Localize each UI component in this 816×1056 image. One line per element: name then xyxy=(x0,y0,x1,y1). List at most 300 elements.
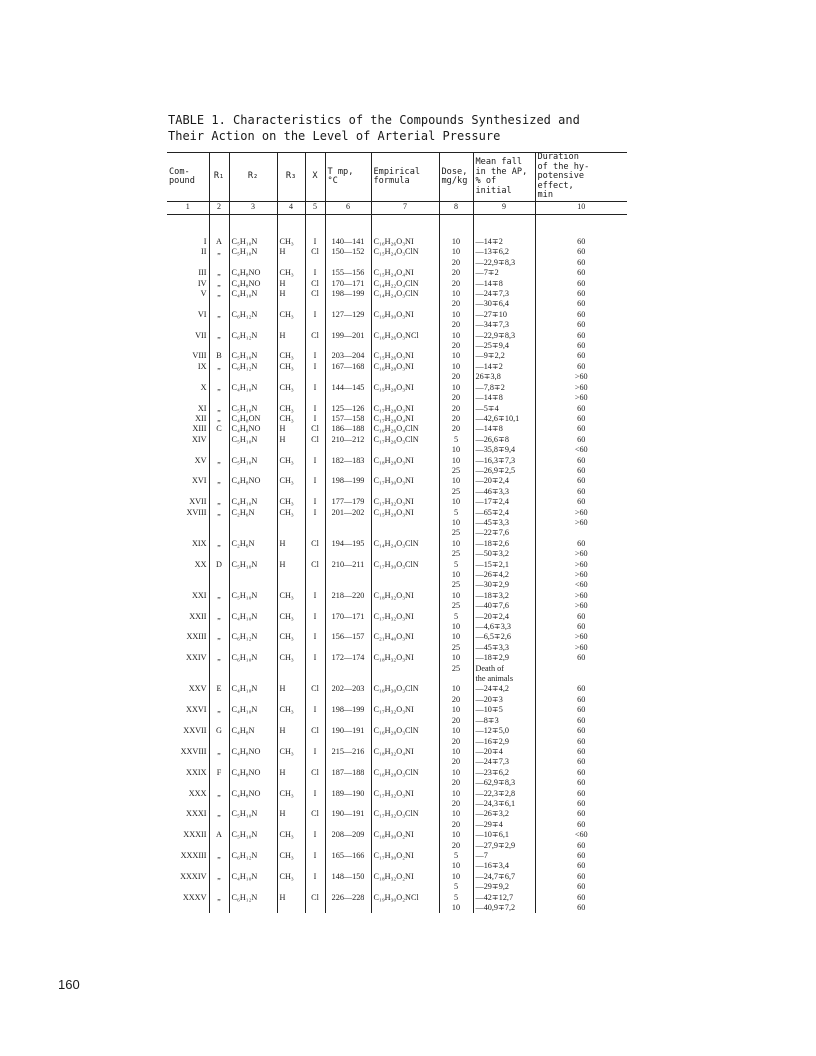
cell-r1: „ xyxy=(209,789,229,810)
cell-dose xyxy=(439,404,473,414)
cell-dose-line: 10 xyxy=(451,653,461,663)
cell-dose-line: 10 xyxy=(451,538,461,548)
cell-r3: H xyxy=(277,726,305,747)
cell-duration-line: >60 xyxy=(574,382,588,392)
caption-line-1: TABLE 1. Characteristics of the Compounds Synthesized and xyxy=(168,113,580,127)
cell-mean-fall-line: —17∓2,4 xyxy=(475,497,509,507)
cell-dose-line: 20 xyxy=(451,393,461,403)
column-number: 6 xyxy=(325,202,371,215)
cell-dose xyxy=(439,508,473,539)
cell-duration xyxy=(535,747,627,768)
cell-formula: C₁₆H₃₀O₃ClN xyxy=(371,684,439,705)
cell-r2: C₄H₁₀N xyxy=(229,383,277,404)
cell-formula: C₁₆H₂₆O₃NCl xyxy=(371,331,439,352)
table-row xyxy=(167,591,627,612)
cell-r2: C₆H₁₂N xyxy=(229,893,277,914)
cell-r3: H xyxy=(277,279,305,289)
cell-mean-fall-line: —22∓7,6 xyxy=(475,528,509,538)
header-duration: Duration of the hy- potensive effect, min xyxy=(535,153,627,202)
cell-dose-line: 5 xyxy=(453,507,459,517)
cell-mean-fall-line: —14∓2 xyxy=(475,361,503,371)
cell-dose-line: 5 xyxy=(453,611,459,621)
cell-dose-line: 20 xyxy=(451,778,461,788)
cell-x: I xyxy=(305,404,325,414)
cell-dose xyxy=(439,268,473,278)
header-compound: Com- pound xyxy=(167,153,209,202)
cell-x: I xyxy=(305,383,325,404)
cell-mean-fall-line: —26∓4,2 xyxy=(475,570,509,579)
cell-x: Cl xyxy=(305,768,325,789)
cell-r2: C₅H₁₀N xyxy=(229,591,277,612)
table-row xyxy=(167,684,627,705)
cell-r1: A xyxy=(209,237,229,247)
cell-r3: CH₃ xyxy=(277,789,305,810)
cell-dose xyxy=(439,383,473,404)
cell-formula: C₁₄H₂₂O₄ClN xyxy=(371,279,439,289)
cell-x: I xyxy=(305,612,325,633)
cell-compound: XXVIII xyxy=(180,746,207,756)
cell-dose xyxy=(439,893,473,914)
table-row xyxy=(167,768,627,789)
cell-duration xyxy=(535,424,627,434)
header-r3: R₃ xyxy=(277,153,305,202)
header-r2: R₂ xyxy=(229,153,277,202)
cell-x: I xyxy=(305,872,325,893)
cell-r1: „ xyxy=(209,331,229,352)
cell-duration-line: 60 xyxy=(577,351,586,361)
cell-mean-fall-line: —20∓3 xyxy=(475,694,503,704)
cell-duration xyxy=(535,726,627,747)
cell-compound: IV xyxy=(197,278,207,288)
cell-duration xyxy=(535,268,627,278)
cell-dose-line: 10 xyxy=(451,809,461,819)
cell-r2: C₆H₁₂N xyxy=(229,310,277,331)
cell-r1: „ xyxy=(209,591,229,612)
cell-dose-line: 10 xyxy=(451,632,461,642)
cell-r2: C₂H₆N xyxy=(229,539,277,560)
cell-x: Cl xyxy=(305,560,325,591)
cell-tmp: 144—145 xyxy=(325,383,371,404)
cell-dose xyxy=(439,331,473,352)
cell-mean-fall xyxy=(473,539,535,560)
cell-mean-fall xyxy=(473,893,535,914)
cell-duration xyxy=(535,404,627,414)
cell-mean-fall xyxy=(473,726,535,747)
cell-mean-fall-line: —7∓2 xyxy=(475,268,499,278)
cell-r2: C₅H₁₀N xyxy=(229,404,277,414)
cell-formula: C₁₇H₂₈O₄NI xyxy=(371,414,439,424)
cell-mean-fall-line: —62,9∓8,3 xyxy=(475,778,516,788)
cell-dose-line: 5 xyxy=(453,850,459,860)
cell-r2: C₄H₈N xyxy=(229,726,277,747)
cell-r1: E xyxy=(209,684,229,705)
cell-r1: G xyxy=(209,726,229,747)
page-number: 160 xyxy=(58,977,80,992)
cell-duration-line: 60 xyxy=(577,237,586,246)
column-number-row xyxy=(167,202,627,215)
cell-dose-line: 20 xyxy=(451,413,461,423)
cell-tmp: 165—166 xyxy=(325,851,371,872)
cell-tmp: 218—220 xyxy=(325,591,371,612)
cell-mean-fall xyxy=(473,310,535,331)
cell-duration-line: 60 xyxy=(577,278,586,288)
cell-r1: „ xyxy=(209,289,229,310)
cell-formula: C₁₆H₂₈O₃ClN xyxy=(371,768,439,789)
cell-tmp: 198—199 xyxy=(325,289,371,310)
cell-mean-fall-line: —16,3∓7,3 xyxy=(475,455,516,465)
cell-r1 xyxy=(209,435,229,456)
cell-dose-line: 10 xyxy=(451,237,461,246)
cell-duration xyxy=(535,414,627,424)
cell-mean-fall-line: —16∓3,4 xyxy=(475,861,509,871)
cell-mean-fall-line: —14∓8 xyxy=(475,393,503,403)
cell-r3: CH₃ xyxy=(277,508,305,539)
cell-duration xyxy=(535,351,627,361)
cell-tmp: 167—168 xyxy=(325,362,371,383)
cell-tmp: 199—201 xyxy=(325,331,371,352)
cell-mean-fall xyxy=(473,653,535,684)
cell-r1: „ xyxy=(209,279,229,289)
cell-dose-line: 25 xyxy=(451,580,461,590)
cell-r3: CH₃ xyxy=(277,632,305,653)
cell-r2: C₅H₁₀N xyxy=(229,456,277,477)
cell-dose-line: 20 xyxy=(451,715,461,725)
column-number: 7 xyxy=(371,202,439,215)
cell-mean-fall-line: —27,9∓2,9 xyxy=(475,840,516,850)
cell-dose-line: 10 xyxy=(451,517,461,527)
cell-tmp: 210—212 xyxy=(325,435,371,456)
cell-dose xyxy=(439,684,473,705)
cell-duration-line: 60 xyxy=(577,257,586,267)
cell-x: I xyxy=(305,414,325,424)
table-row xyxy=(167,747,627,768)
cell-duration-line: 60 xyxy=(577,465,586,475)
cell-tmp: 186—188 xyxy=(325,424,371,434)
cell-mean-fall xyxy=(473,476,535,497)
cell-duration-line: 60 xyxy=(577,819,586,829)
cell-x: Cl xyxy=(305,331,325,352)
cell-mean-fall xyxy=(473,279,535,289)
cell-duration-line: >60 xyxy=(574,393,588,403)
cell-r3: CH₃ xyxy=(277,612,305,633)
cell-mean-fall-line: the animals xyxy=(475,674,514,684)
cell-formula: C₁₅H₂₄O₃ClN xyxy=(371,247,439,268)
table-caption xyxy=(168,112,628,144)
cell-mean-fall-line: —23∓6,2 xyxy=(475,767,509,777)
cell-duration-line: 60 xyxy=(577,715,586,725)
cell-duration xyxy=(535,508,627,539)
cell-dose-line: 10 xyxy=(451,455,461,465)
cell-formula: C₁₇H₃₂O₃NI xyxy=(371,705,439,726)
table-row xyxy=(167,539,627,560)
cell-r3: CH₃ xyxy=(277,351,305,361)
cell-dose-line: 10 xyxy=(451,767,461,777)
cell-dose xyxy=(439,768,473,789)
cell-x: I xyxy=(305,830,325,851)
cell-dose xyxy=(439,310,473,331)
cell-r1: F xyxy=(209,768,229,789)
cell-r1: „ xyxy=(209,747,229,768)
cell-x: Cl xyxy=(305,289,325,310)
cell-duration-line: 60 xyxy=(577,726,586,736)
cell-duration-line: >60 xyxy=(574,642,588,652)
cell-tmp: 177—179 xyxy=(325,497,371,507)
cell-duration xyxy=(535,591,627,612)
cell-dose-line: 10 xyxy=(451,382,461,392)
cell-x: I xyxy=(305,705,325,726)
cell-r2: C₄H₁₀N xyxy=(229,872,277,893)
cell-duration-line: <60 xyxy=(574,580,588,590)
cell-r2: C₅H₁₀N xyxy=(229,247,277,268)
cell-formula: C₁₇H₃₂O₃NI xyxy=(371,789,439,810)
cell-formula: C₂₁H₄₀O₃NI xyxy=(371,632,439,653)
table-row xyxy=(167,456,627,477)
cell-formula: C₁₇H₃₀O₃ClN xyxy=(371,560,439,591)
cell-duration-line: 60 xyxy=(577,684,586,694)
cell-mean-fall-line: —45∓3,3 xyxy=(475,642,509,652)
table-row xyxy=(167,289,627,310)
cell-r1: „ xyxy=(209,404,229,414)
cell-tmp: 127—129 xyxy=(325,310,371,331)
table-row xyxy=(167,508,627,539)
cell-mean-fall xyxy=(473,830,535,851)
cell-duration xyxy=(535,612,627,633)
cell-compound: XI xyxy=(197,403,207,413)
column-number: 10 xyxy=(535,202,627,215)
cell-dose xyxy=(439,705,473,726)
cell-r1: „ xyxy=(209,705,229,726)
cell-mean-fall xyxy=(473,497,535,507)
cell-formula: C₁₇H₃₀O₂NI xyxy=(371,851,439,872)
cell-duration-line: 60 xyxy=(577,892,586,902)
cell-r1: „ xyxy=(209,268,229,278)
cell-mean-fall xyxy=(473,768,535,789)
table-row xyxy=(167,424,627,434)
cell-formula: C₁₈H₃₂O₄NI xyxy=(371,747,439,768)
cell-dose-line: 20 xyxy=(451,299,461,309)
cell-formula: C₁₈H₃₀O₂NI xyxy=(371,830,439,851)
cell-formula: C₁₅H₂₄O₄NI xyxy=(371,268,439,278)
cell-x: I xyxy=(305,351,325,361)
cell-compound: V xyxy=(200,289,207,299)
cell-mean-fall-line: —16∓2,9 xyxy=(475,736,509,746)
cell-r2: C₅H₁₀N xyxy=(229,560,277,591)
cell-tmp: 208—209 xyxy=(325,830,371,851)
cell-dose xyxy=(439,362,473,383)
cell-formula: C₁₇H₃₂O₃NI xyxy=(371,497,439,507)
cell-dose xyxy=(439,851,473,872)
cell-r2: C₄H₁₀N xyxy=(229,705,277,726)
cell-duration xyxy=(535,560,627,591)
cell-r1: „ xyxy=(209,362,229,383)
cell-mean-fall xyxy=(473,383,535,404)
cell-r1: „ xyxy=(209,476,229,497)
cell-compound: XVI xyxy=(191,476,207,486)
cell-r2: C₆H₁₂N xyxy=(229,331,277,352)
cell-tmp: 172—174 xyxy=(325,653,371,684)
cell-mean-fall-line: —7 xyxy=(475,850,488,860)
cell-r3: H xyxy=(277,560,305,591)
cell-duration-line: >60 xyxy=(574,549,588,559)
table-row xyxy=(167,789,627,810)
header-mean-fall: Mean fall in the AP, % of initial xyxy=(473,153,535,202)
cell-dose-line: 20 xyxy=(451,694,461,704)
cell-mean-fall-line: —15∓2,1 xyxy=(475,559,509,569)
cell-r1: „ xyxy=(209,414,229,424)
cell-r1: D xyxy=(209,560,229,591)
cell-tmp: 157—158 xyxy=(325,414,371,424)
cell-mean-fall-line: —25∓9,4 xyxy=(475,341,509,351)
cell-r2: C₄H₁₀N xyxy=(229,684,277,705)
cell-mean-fall-line: —13∓6,2 xyxy=(475,247,509,257)
cell-x: I xyxy=(305,237,325,247)
cell-duration-line: 60 xyxy=(577,361,586,371)
cell-r1: „ xyxy=(209,851,229,872)
cell-compound: X xyxy=(200,382,207,392)
cell-mean-fall xyxy=(473,435,535,456)
cell-mean-fall-line: —18∓2,6 xyxy=(475,538,509,548)
cell-formula: C₁₆H₂₆O₃NI xyxy=(371,237,439,247)
cell-duration-line: 60 xyxy=(577,788,586,798)
cell-compound: XIII xyxy=(192,424,207,434)
cell-dose xyxy=(439,789,473,810)
cell-mean-fall-line: —5∓4 xyxy=(475,403,499,413)
table-row xyxy=(167,237,627,247)
cell-dose-line: 20 xyxy=(451,320,461,330)
cell-mean-fall-line: —42,6∓10,1 xyxy=(475,413,520,423)
cell-mean-fall xyxy=(473,268,535,278)
cell-duration-line: 60 xyxy=(577,330,586,340)
cell-mean-fall xyxy=(473,414,535,424)
cell-mean-fall xyxy=(473,560,535,591)
table-row xyxy=(167,476,627,497)
cell-compound: VII xyxy=(195,330,207,340)
cell-dose xyxy=(439,726,473,747)
column-number: 2 xyxy=(209,202,229,215)
cell-compound: XXV xyxy=(188,684,207,694)
header-x: X xyxy=(305,153,325,202)
cell-mean-fall-line: —10∓6,1 xyxy=(475,830,509,840)
cell-r1: C xyxy=(209,424,229,434)
cell-r2: C₄H₁₀N xyxy=(229,612,277,633)
cell-tmp: 182—183 xyxy=(325,456,371,477)
cell-mean-fall-line: —24,3∓6,1 xyxy=(475,798,516,808)
cell-dose xyxy=(439,497,473,507)
cell-r3: CH₃ xyxy=(277,851,305,872)
cell-mean-fall-line: —6,5∓2,6 xyxy=(475,632,512,642)
cell-formula: C₁₅H₂₈O₃NI xyxy=(371,508,439,539)
cell-dose-line: 20 xyxy=(451,840,461,850)
cell-mean-fall-line: —34∓7,3 xyxy=(475,320,509,330)
table-row xyxy=(167,872,627,893)
cell-duration-line: >60 xyxy=(574,517,588,527)
cell-r1: „ xyxy=(209,632,229,653)
cell-r2: C₄H₈ON xyxy=(229,414,277,424)
cell-mean-fall-line: —4,6∓3,3 xyxy=(475,622,512,632)
cell-dose-line: 10 xyxy=(451,570,461,579)
cell-duration xyxy=(535,809,627,830)
cell-duration-line: 60 xyxy=(577,486,586,496)
cell-formula: C₁₉H₃₀O₃NI xyxy=(371,310,439,331)
cell-mean-fall xyxy=(473,237,535,247)
cell-dose-line: 10 xyxy=(451,746,461,756)
cell-dose-line: 20 xyxy=(451,341,461,351)
cell-duration xyxy=(535,893,627,914)
cell-formula: C₁₈H₂₈O₃NI xyxy=(371,456,439,477)
table-row xyxy=(167,404,627,414)
cell-compound: VI xyxy=(197,309,207,319)
cell-x: I xyxy=(305,789,325,810)
column-number: 8 xyxy=(439,202,473,215)
cell-tmp: 187—188 xyxy=(325,768,371,789)
cell-duration-line: >60 xyxy=(574,570,588,579)
table-row xyxy=(167,653,627,684)
cell-r2: C₂H₆N xyxy=(229,508,277,539)
cell-duration xyxy=(535,289,627,310)
cell-formula: C₁₆H₂₈O₃ClN xyxy=(371,726,439,747)
cell-dose-line: 25 xyxy=(451,663,461,673)
table-row xyxy=(167,726,627,747)
cell-formula: C₁₆H₂₆O₄ClN xyxy=(371,424,439,434)
cell-duration-line: 60 xyxy=(577,289,586,299)
cell-x: I xyxy=(305,362,325,383)
cell-mean-fall xyxy=(473,684,535,705)
cell-mean-fall-line: —30∓6,4 xyxy=(475,299,509,309)
table-row xyxy=(167,705,627,726)
cell-dose-line: 10 xyxy=(451,590,461,600)
cell-mean-fall xyxy=(473,424,535,434)
cell-tmp: 156—157 xyxy=(325,632,371,653)
cell-formula: C₁₉H₃₀O₂NCl xyxy=(371,893,439,914)
cell-dose-line: 25 xyxy=(451,549,461,559)
cell-dose xyxy=(439,747,473,768)
cell-dose-line: 20 xyxy=(451,424,461,434)
table-row xyxy=(167,279,627,289)
cell-dose xyxy=(439,351,473,361)
cell-x: I xyxy=(305,508,325,539)
cell-duration-line: 60 xyxy=(577,767,586,777)
cell-duration xyxy=(535,684,627,705)
cell-tmp: 201—202 xyxy=(325,508,371,539)
cell-mean-fall-line: —65∓2,4 xyxy=(475,507,509,517)
cell-duration-line: 60 xyxy=(577,903,586,912)
cell-dose xyxy=(439,237,473,247)
cell-formula: C₁₅H₂₈O₃NI xyxy=(371,383,439,404)
cell-duration-line: 60 xyxy=(577,247,586,257)
cell-duration xyxy=(535,789,627,810)
cell-x: I xyxy=(305,632,325,653)
cell-r2: C₄H₈NO xyxy=(229,424,277,434)
cell-mean-fall-line: —26,6∓8 xyxy=(475,434,509,444)
cell-x: Cl xyxy=(305,684,325,705)
cell-mean-fall xyxy=(473,247,535,268)
cell-r2: C₆H₁₀N xyxy=(229,653,277,684)
cell-r1: „ xyxy=(209,809,229,830)
cell-mean-fall-line: —20∓2,4 xyxy=(475,611,509,621)
cell-tmp: 190—191 xyxy=(325,809,371,830)
cell-duration-line: 60 xyxy=(577,611,586,621)
cell-dose xyxy=(439,872,473,893)
cell-mean-fall-line: —8∓3 xyxy=(475,715,499,725)
cell-mean-fall-line: —29∓4 xyxy=(475,819,503,829)
cell-duration xyxy=(535,383,627,404)
cell-mean-fall-line: —14∓8 xyxy=(475,424,503,434)
cell-r1: „ xyxy=(209,508,229,539)
cell-mean-fall-line: —50∓3,2 xyxy=(475,549,509,559)
cell-dose xyxy=(439,424,473,434)
cell-x: Cl xyxy=(305,424,325,434)
table-row xyxy=(167,247,627,268)
